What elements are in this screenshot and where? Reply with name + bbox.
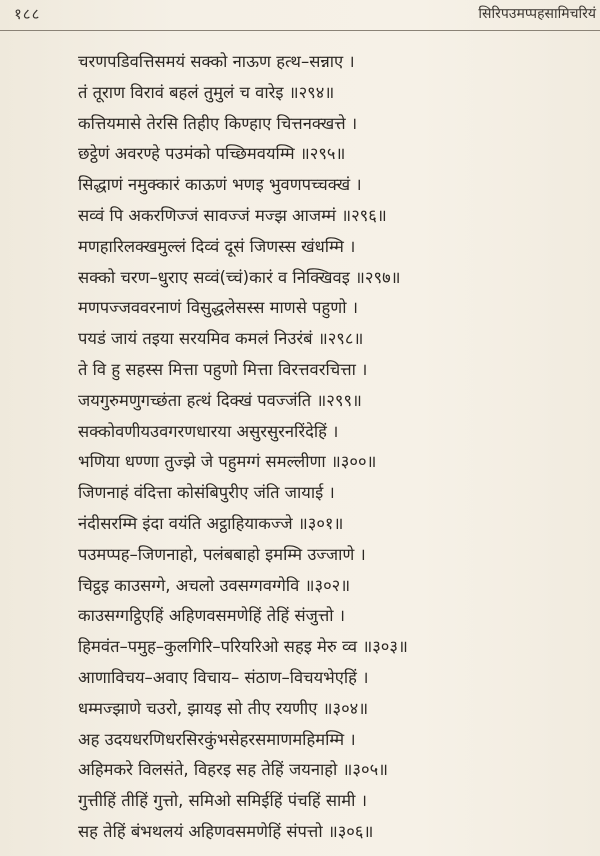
page-number: १८८ — [14, 5, 41, 23]
verse-line: सह तेहिं बंभथलयं अहिणवसमणेहिं संपत्तो ॥३०६॥ — [78, 821, 374, 841]
verse-line: जिणनाहं वंदित्ता कोसंबिपुरीए जंति जायाई । — [78, 483, 335, 503]
verse-line: मणपज्जववरनाणं विसुद्धलेसस्स माणसे पहुणो । — [78, 298, 358, 318]
verse-line: ते वि हु सहस्स मित्ता पहुणो मित्ता विरत्तवरचित्ता । — [78, 359, 368, 379]
verse-line: धम्मज्झाणे चउरो, झायइ सो तीए रयणीए ॥३०४॥ — [78, 698, 369, 718]
verse-line: पयडं जायं तइया सरयमिव कमलं निउरंबं ॥२९८॥ — [78, 329, 364, 349]
verse-line: चिट्ठइ काउसग्गे, अचलो उवसग्गवग्गेवि ॥३०२॥ — [78, 575, 351, 595]
verse-line: गुत्तीहिं तीहिं गुत्तो, समिओ समिईहिं पंचहिं सामी । — [78, 791, 367, 811]
running-title: सिरिपउमप्पहसामिचरियं — [478, 6, 596, 22]
verse-line: अह उदयधरणिधरसिरकुंभसेहरसमाणमहिमम्मि । — [78, 729, 356, 749]
header-rule — [0, 30, 600, 31]
verse-line: आणाविचय–अवाए विचाय– संठाण–विचयभेएहिं । — [78, 667, 369, 687]
verse-line: जयगुरुमणुगच्छंता हत्थं दिक्खं पवज्जंति ॥२९९॥ — [78, 390, 362, 410]
verse-line: नंदीसरम्मि इंदा वयंति अट्ठाहियाकज्जे ॥३०१॥ — [78, 513, 344, 533]
verse-block — [78, 47, 590, 848]
verse-line: सक्को चरण–धुराए सव्वं(च्चं)कारं व निक्खिवइ ॥२९७॥ — [78, 267, 401, 287]
verse-line: पउमप्पह–जिणनाहो, पलंबबाहो इमम्मि उज्जाणे । — [78, 544, 366, 564]
verse-line: कत्तियमासे तेरसि तिहीए किण्हाए चित्तनक्खत्ते । — [78, 113, 358, 133]
verse-line: भणिया धण्णा तुज्झे जे पहुमग्गं समल्लीणा ॥३००॥ — [78, 452, 377, 472]
verse-line: तं तूराण विरावं बहलं तुमुलं च वारेइ ॥२९४॥ — [78, 82, 335, 102]
verse-line: सव्वं पि अकरणिज्जं सावज्जं मज्झ आजम्मं ॥२९६॥ — [78, 205, 387, 225]
verse-line: मणहारिलक्खमुल्लं दिव्वं दूसं जिणस्स खंधम्मि । — [78, 236, 356, 256]
verse-line: अहिमकरे विलसंते, विहरइ सह तेहिं जयनाहो ॥३०५॥ — [78, 760, 389, 780]
verse-line: हिमवंत–पमुह–कुलगिरि–परियरिओ सहइ मेरु व्व ॥३०३॥ — [78, 637, 408, 657]
verse-line: छट्ठेणं अवरण्हे पउमंको पच्छिमवयम्मि ॥२९५॥ — [78, 144, 346, 164]
verse-line: चरणपडिवत्तिसमयं सक्को नाऊण हत्थ–सन्नाए । — [78, 52, 355, 71]
verse-line: काउसग्गट्ठिएहिं अहिणवसमणेहिं तेहिं संजुत्तो । — [78, 606, 346, 626]
verse-line: सक्कोवणीयउवगरणधारया असुरसुरनरिंदेहिं । — [78, 421, 339, 441]
verse-line: सिद्धाणं नमुक्कारं काऊणं भणइ भुवणपच्चक्खं । — [78, 175, 362, 195]
